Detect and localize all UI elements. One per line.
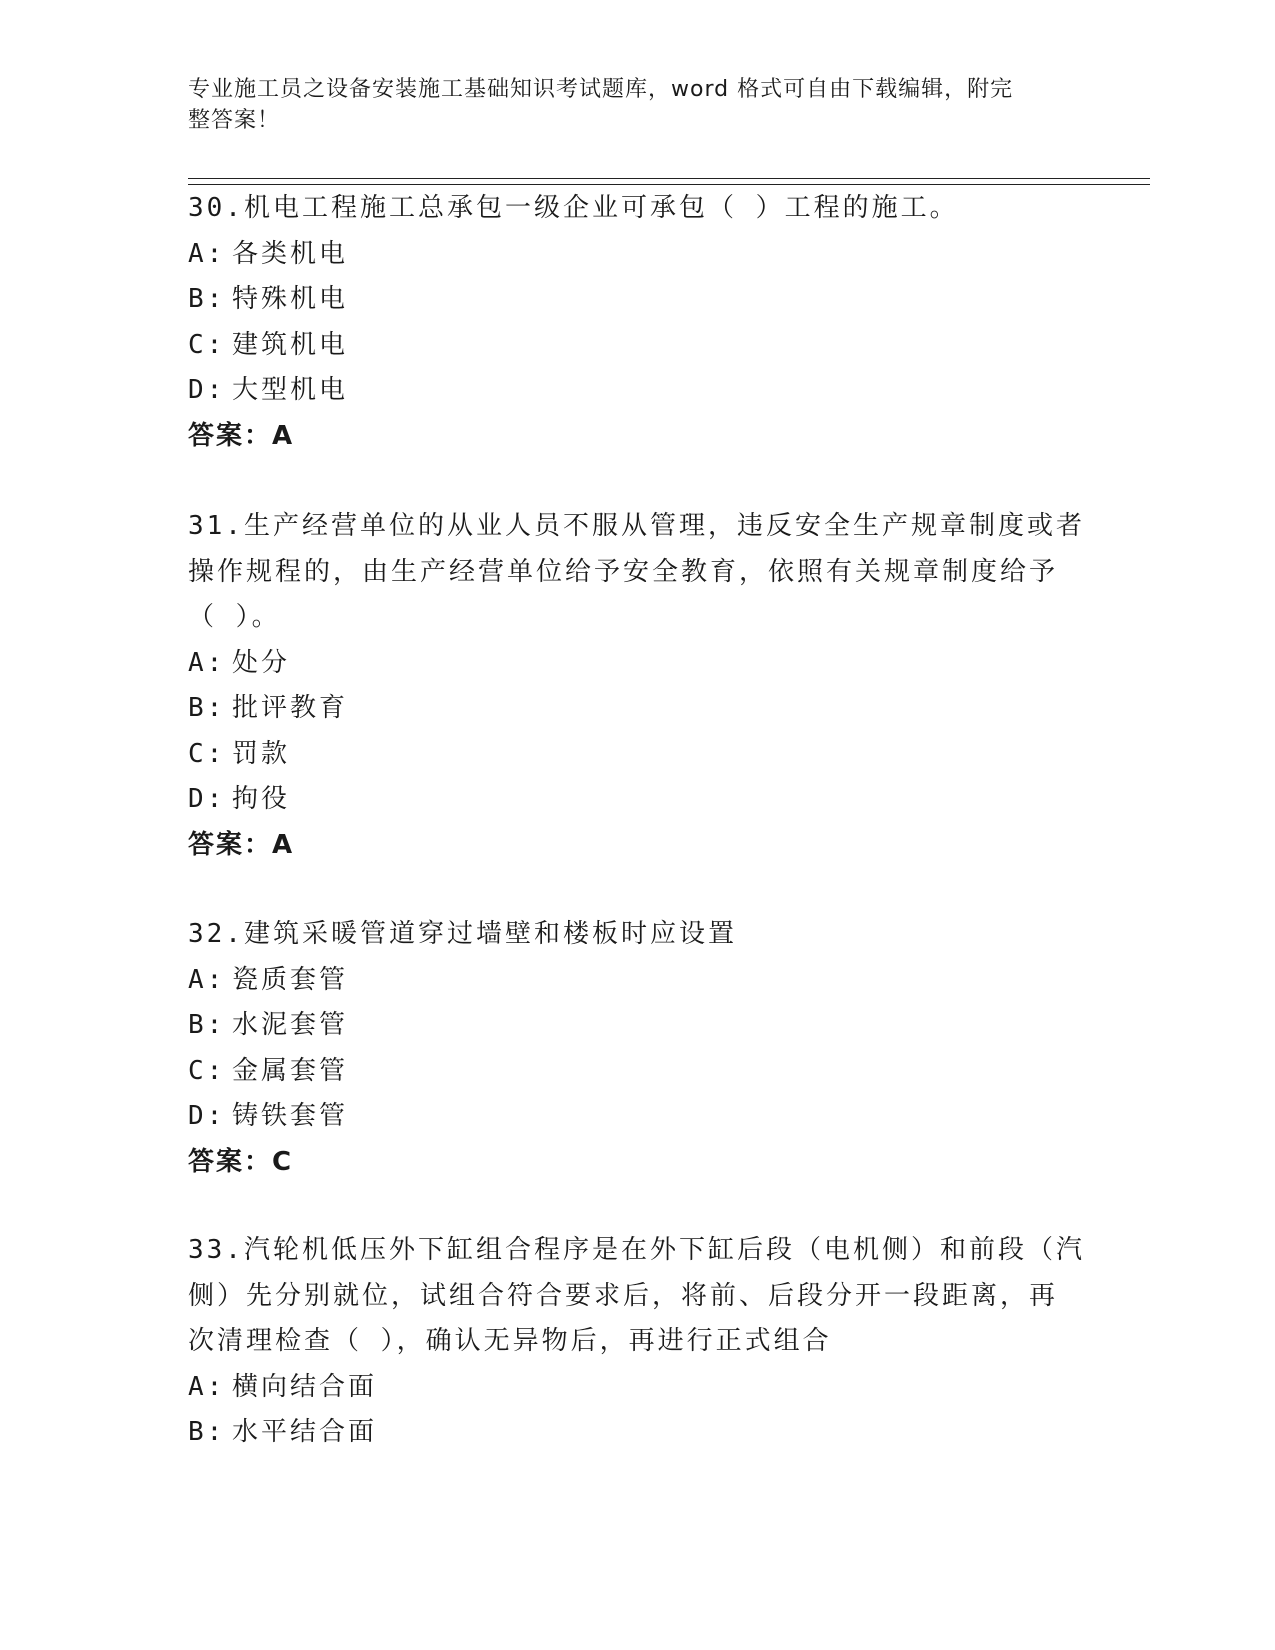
option-letter: B: [188, 693, 226, 723]
option-letter: D: [188, 375, 226, 405]
option-a [188, 958, 1088, 1004]
option-a [188, 641, 1088, 687]
question-stem-line: （ ）。 [188, 602, 281, 632]
option-letter: C: [188, 329, 226, 360]
option-c [188, 323, 1088, 369]
option-b [188, 1003, 1088, 1049]
option-a [188, 1365, 1088, 1411]
header-line: 专业施工员之设备安装施工基础知识考试题库，word 格式可自由下载编辑，附完 [188, 77, 1014, 102]
answer-text: 答案：A [188, 420, 295, 451]
option-text: 横向结合面 [232, 1371, 378, 1402]
option-text: 各类机电 [232, 238, 349, 269]
question-stem [188, 186, 1088, 232]
question-30 [188, 186, 1088, 459]
option-d [188, 368, 1088, 414]
option-b [188, 686, 1088, 732]
option-text: 拘役 [232, 784, 291, 814]
option-a [188, 232, 1088, 278]
option-text: 罚款 [232, 738, 291, 769]
option-text: 金属套管 [232, 1055, 349, 1086]
question-stem [188, 912, 1088, 958]
option-letter: A: [188, 238, 226, 269]
option-d [188, 1094, 1088, 1140]
option-letter: C: [188, 738, 226, 769]
header-divider [188, 184, 1150, 185]
question-stem-line: 次清理检查（ ），确认无异物后，再进行正式组合 [188, 1326, 832, 1356]
option-letter: B: [188, 1417, 226, 1447]
option-c [188, 732, 1088, 778]
question-32 [188, 912, 1088, 1185]
option-text: 特殊机电 [232, 284, 349, 314]
question-stem [188, 1228, 1088, 1365]
question-stem-line: 侧）先分别就位，试组合符合要求后，将前、后段分开一段距离，再 [188, 1280, 1059, 1311]
option-letter: A: [188, 647, 226, 678]
option-text: 大型机电 [232, 375, 349, 405]
question-33 [188, 1228, 1088, 1456]
option-letter: B: [188, 1010, 226, 1040]
option-d [188, 777, 1088, 823]
option-text: 建筑机电 [232, 329, 349, 360]
option-text: 水泥套管 [232, 1010, 349, 1040]
option-text: 批评教育 [232, 693, 349, 723]
question-stem [188, 504, 1088, 641]
option-text: 水平结合面 [232, 1417, 378, 1447]
option-letter: B: [188, 284, 226, 314]
option-text: 铸铁套管 [232, 1101, 349, 1131]
document-header [188, 74, 1068, 136]
question-stem-line: 操作规程的，由生产经营单位给予安全教育，依照有关规章制度给予 [188, 556, 1059, 587]
option-letter: D: [188, 784, 226, 814]
option-b [188, 277, 1088, 323]
question-31 [188, 504, 1088, 868]
option-letter: C: [188, 1055, 226, 1086]
header-line: 整答案！ [188, 108, 281, 133]
answer-text: 答案：A [188, 829, 295, 860]
question-stem-line: 31.生产经营单位的从业人员不服从管理，违反安全生产规章制度或者 [188, 511, 1085, 541]
header-divider [188, 178, 1150, 179]
option-c [188, 1049, 1088, 1095]
question-stem-line: 32.建筑采暖管道穿过墙壁和楼板时应设置 [188, 919, 737, 949]
option-letter: D: [188, 1101, 226, 1131]
option-text: 瓷质套管 [232, 964, 349, 995]
question-stem-line: 30.机电工程施工总承包一级企业可承包（ ）工程的施工。 [188, 193, 959, 223]
question-stem-line: 33.汽轮机低压外下缸组合程序是在外下缸后段（电机侧）和前段（汽 [188, 1235, 1085, 1265]
option-letter: A: [188, 964, 226, 995]
answer-text: 答案：C [188, 1146, 294, 1177]
option-text: 处分 [232, 647, 291, 678]
option-letter: A: [188, 1371, 226, 1402]
option-b [188, 1410, 1088, 1456]
